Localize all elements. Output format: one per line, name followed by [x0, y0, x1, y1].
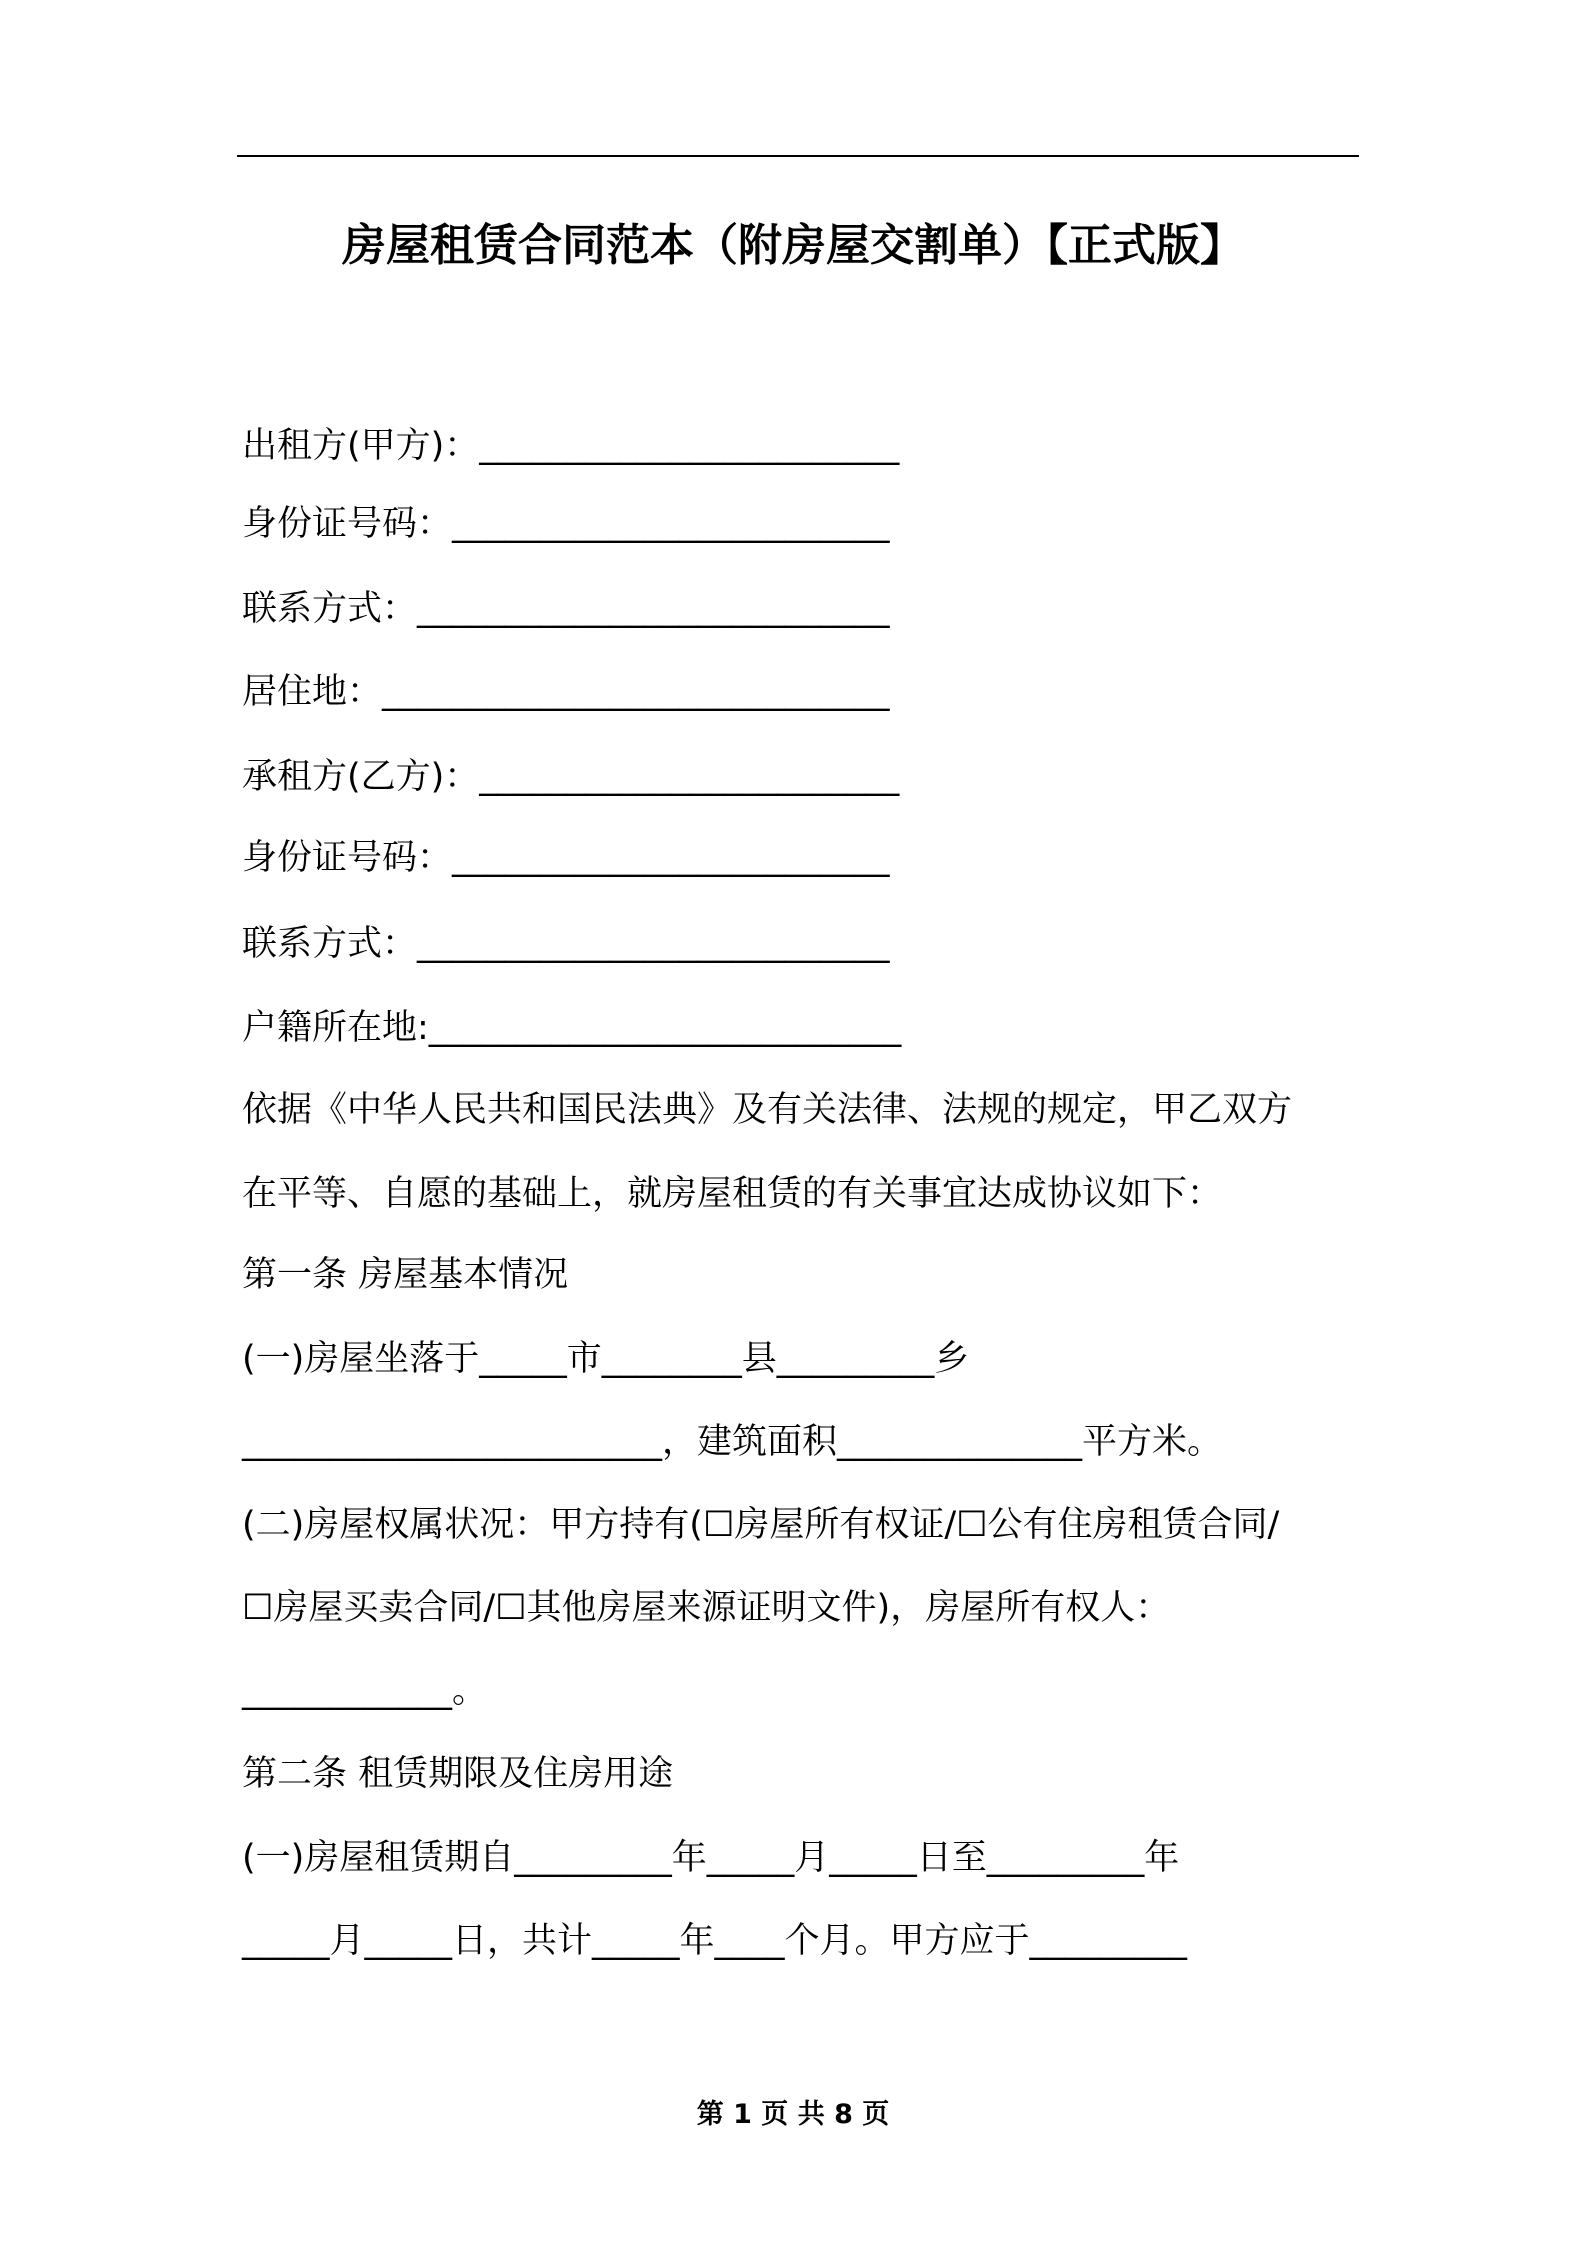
article-1-item-2-line-1: (二)房屋权属状况：甲方持有(☐房屋所有权证/☐公有住房租赁合同/ — [242, 1505, 1280, 1545]
article-1-item-1-line-1: (一)房屋坐落于_____市________县_________乡 — [242, 1339, 970, 1379]
lessee-contact-line: 联系方式：___________________________ — [242, 924, 890, 964]
page-footer: 第 1 页 共 8 页 — [696, 2099, 890, 2130]
lessor-residence-line: 居住地：_____________________________ — [242, 672, 890, 712]
preamble-line-1: 依据《中华人民共和国民法典》及有关法律、法规的规定，甲乙双方 — [242, 1090, 1293, 1130]
article-2-heading: 第二条 租赁期限及住房用途 — [242, 1754, 674, 1794]
lessee-household-line: 户籍所在地:___________________________ — [242, 1008, 902, 1048]
article-2-item-1-line-2: _____月_____日，共计_____年____个月。甲方应于_________ — [242, 1921, 1188, 1961]
lessee-name-line: 承租方(乙方)：________________________ — [242, 757, 900, 797]
article-1-item-2-line-2: ☐房屋买卖合同/☐其他房屋来源证明文件)，房屋所有权人： — [242, 1588, 1171, 1628]
lessor-name-line: 出租方(甲方)：________________________ — [242, 426, 900, 466]
lessee-id-line: 身份证号码：_________________________ — [242, 838, 890, 878]
article-1-item-1-line-2: ________________________，建筑面积______________平方米。 — [242, 1422, 1223, 1462]
lessor-id-line: 身份证号码：_________________________ — [242, 504, 890, 544]
lessor-contact-line: 联系方式：___________________________ — [242, 589, 890, 629]
article-1-heading: 第一条 房屋基本情况 — [242, 1255, 569, 1295]
header-rule — [237, 155, 1359, 157]
document-title: 房屋租赁合同范本（附房屋交割单）【正式版】 — [342, 220, 1244, 271]
article-2-item-1-line-1: (一)房屋租赁期自_________年_____月_____日至_________年 — [242, 1838, 1180, 1878]
article-1-item-2-line-3: ____________。 — [242, 1671, 488, 1711]
preamble-line-2: 在平等、自愿的基础上，就房屋租赁的有关事宜达成协议如下： — [242, 1174, 1223, 1214]
